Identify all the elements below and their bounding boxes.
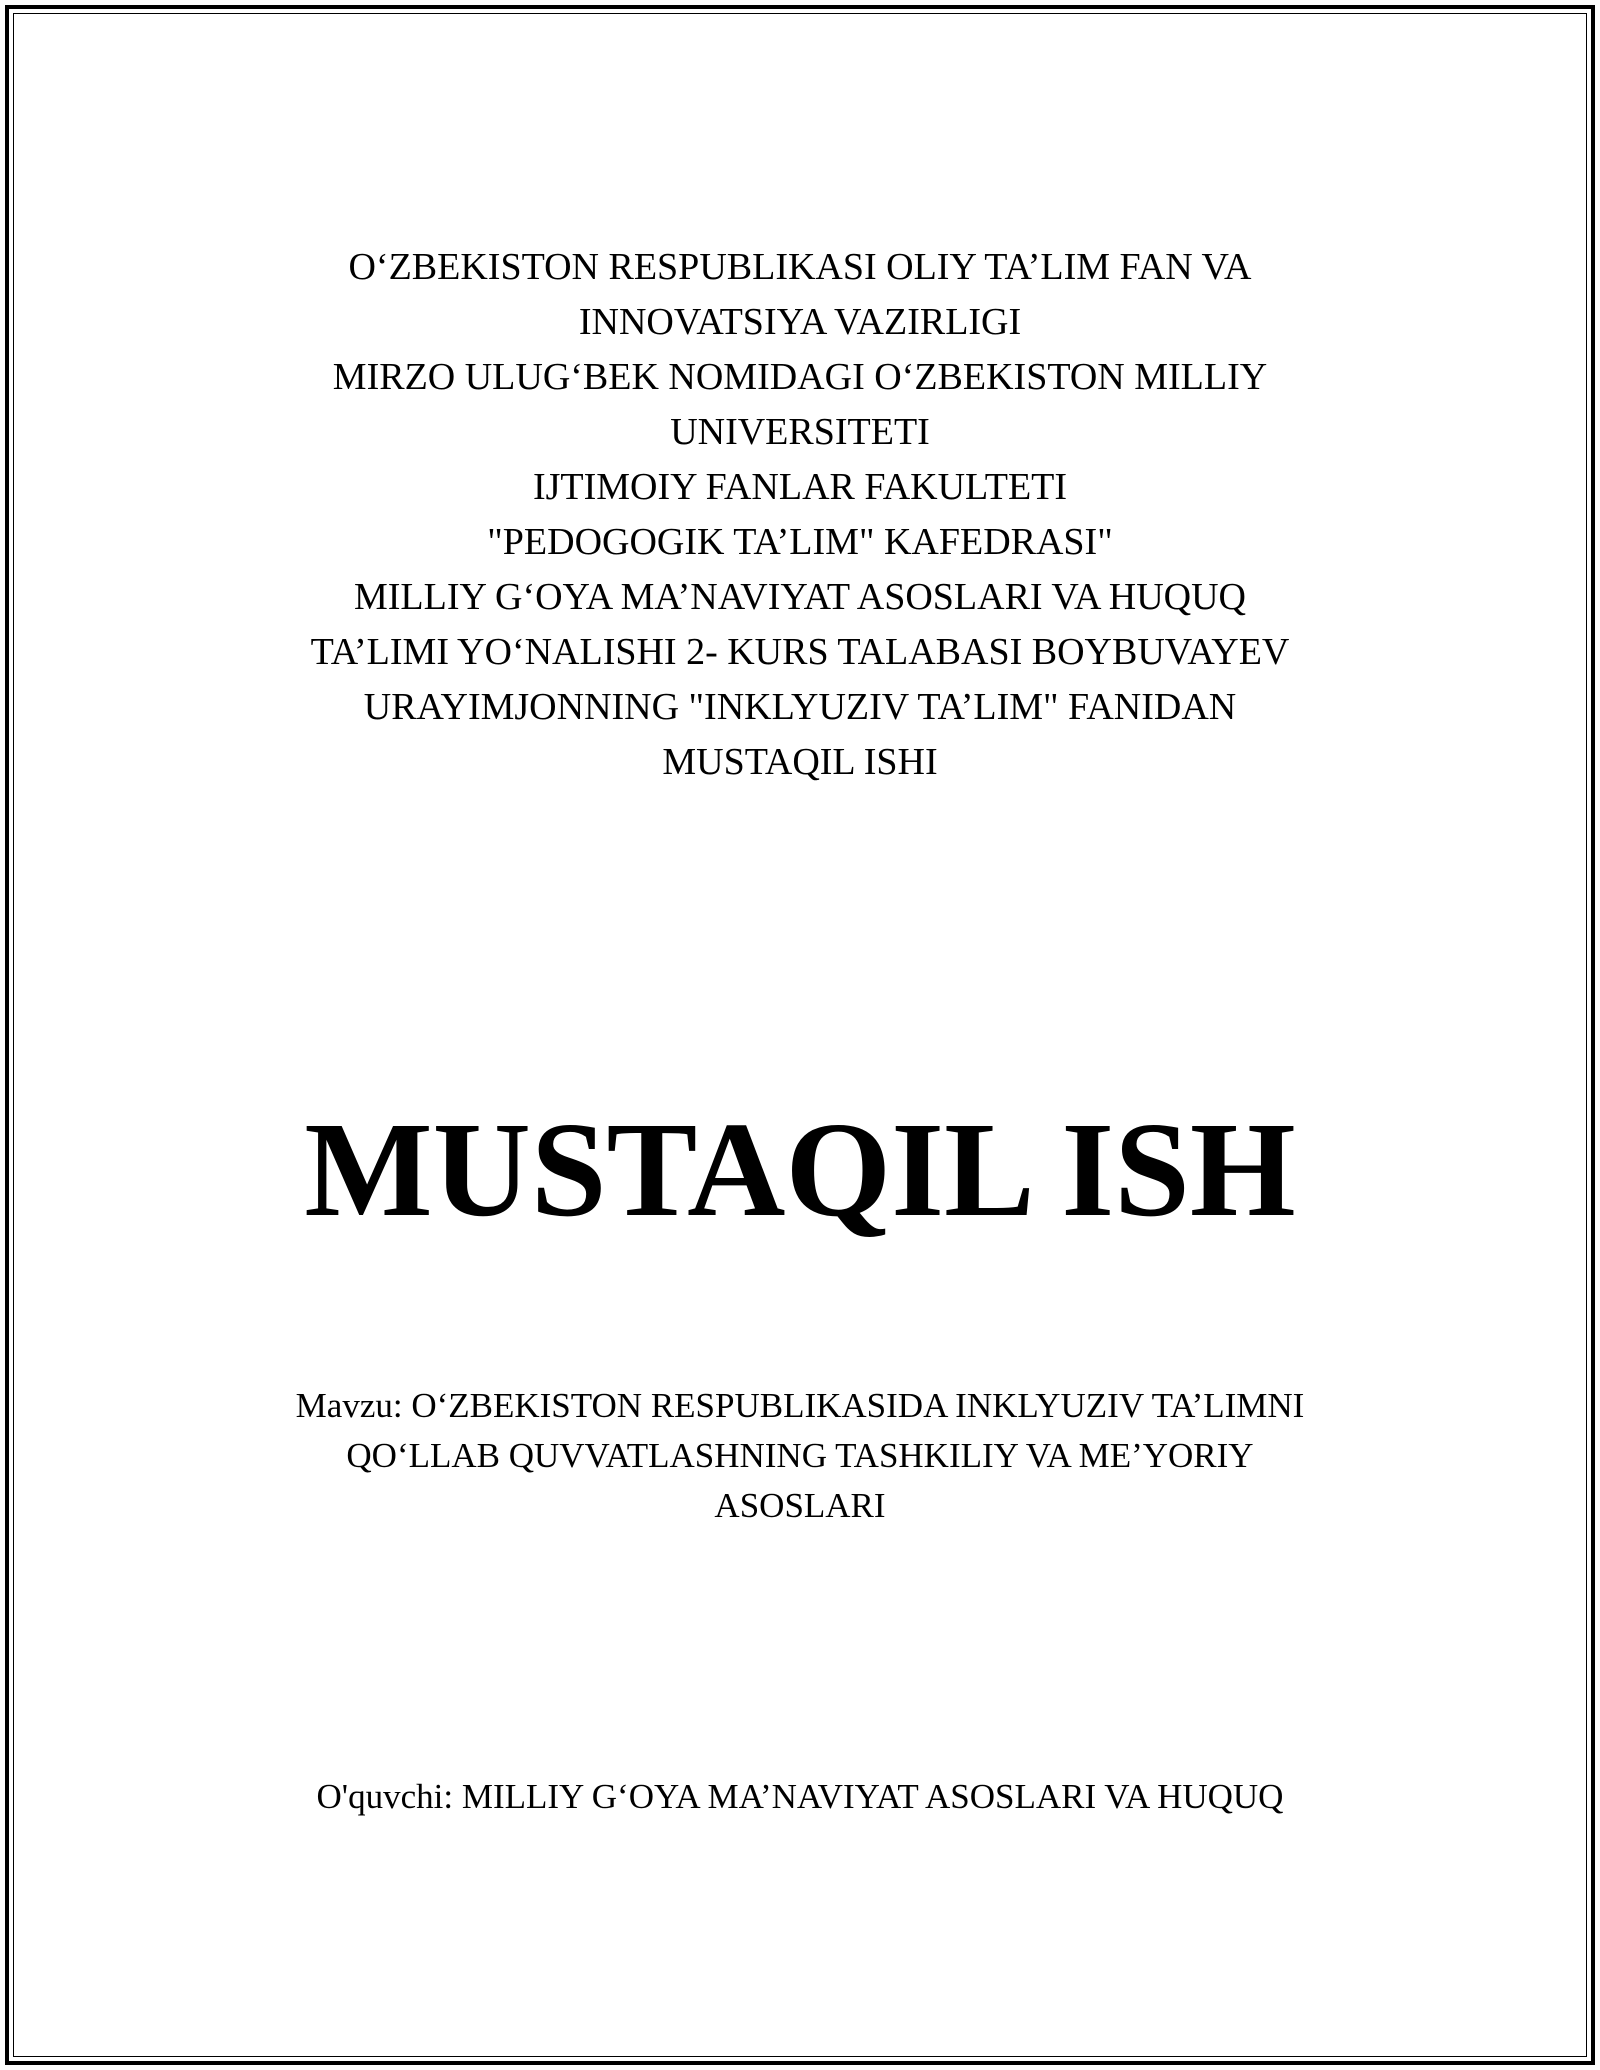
topic-line-2: QO‘LLAB QUVVATLASHNING TASHKILIY VA ME’YORIY [346,1436,1254,1475]
header-line-university-2: UNIVERSITETI [670,411,930,453]
header-line-program-2: TA’LIMI YO‘NALISHI 2- KURS TALABASI BOYBUVAYEV [310,631,1290,673]
topic-block [150,1381,1450,1531]
topic-line-3: ASOSLARI [714,1486,886,1525]
institution-header [150,240,1450,790]
header-line-program-1: MILLIY G‘OYA MA’NAVIYAT ASOSLARI VA HUQUQ [353,576,1247,618]
document-title: MUSTAQIL ISH [304,1095,1296,1245]
topic-line-1: Mavzu: O‘ZBEKISTON RESPUBLIKASIDA INKLYUZIV TA’LIMNI [295,1386,1305,1425]
header-line-ministry-1: O‘ZBEKISTON RESPUBLIKASI OLIY TA’LIM FAN VA [348,246,1252,288]
header-line-department: "PEDOGOGIK TA’LIM" KAFEDRASI" [487,521,1113,563]
header-line-ministry-2: INNOVATSIYA VAZIRLIGI [578,301,1022,343]
header-line-subject: URAYIMJONNING "INKLYUZIV TA’LIM" FANIDAN [363,686,1237,728]
student-line: O'quvchi: MILLIY G‘OYA MA’NAVIYAT ASOSLARI VA HUQUQ [316,1777,1284,1816]
header-line-faculty: IJTIMOIY FANLAR FAKULTETI [532,466,1068,508]
header-line-work-type: MUSTAQIL ISHI [662,741,938,783]
header-line-university-1: MIRZO ULUG‘BEK NOMIDAGI O‘ZBEKISTON MILLIY [332,356,1268,398]
